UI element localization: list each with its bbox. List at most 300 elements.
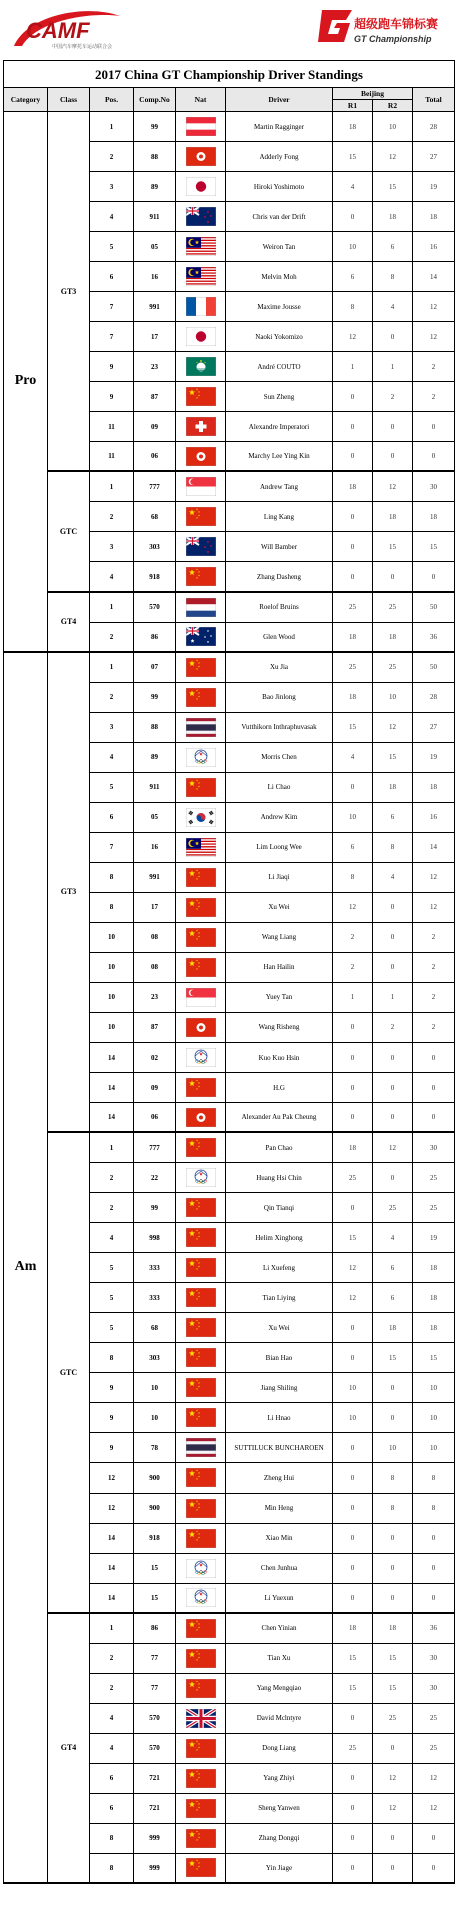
r1-points: 15 (333, 142, 373, 172)
total-points: 25 (413, 1734, 455, 1764)
pos-cell: 8 (90, 1343, 134, 1373)
driver-name: Wang Liang (226, 923, 333, 953)
r1-points: 18 (333, 1614, 373, 1644)
nat-cell (176, 983, 226, 1013)
comp-no-cell: 05 (134, 803, 176, 833)
comp-no-cell: 99 (134, 1193, 176, 1223)
camf-logo-text: CAMF (26, 18, 90, 43)
pos-cell: 2 (90, 623, 134, 653)
comp-no-cell: 08 (134, 953, 176, 983)
comp-no-cell: 87 (134, 382, 176, 412)
r2-points: 25 (373, 1193, 413, 1223)
nat-cell (176, 502, 226, 532)
category-label: Pro (3, 112, 48, 653)
r2-points: 12 (373, 142, 413, 172)
pos-cell: 6 (90, 1794, 134, 1824)
r2-points: 18 (373, 623, 413, 653)
r2-points: 15 (373, 743, 413, 773)
comp-no-cell: 99 (134, 112, 176, 142)
nat-cell (176, 623, 226, 653)
tpe-flag-icon (186, 1168, 216, 1187)
nat-cell (176, 1433, 226, 1463)
driver-name: H.G (226, 1073, 333, 1103)
newzealand-flag-icon (186, 207, 216, 226)
r1-points: 10 (333, 232, 373, 262)
driver-name: David Mclntyre (226, 1704, 333, 1734)
nat-cell (176, 863, 226, 893)
netherlands-flag-icon (186, 598, 216, 617)
r1-points: 0 (333, 1704, 373, 1734)
nat-cell (176, 1644, 226, 1674)
driver-name: Xu Wei (226, 893, 333, 923)
pos-cell: 11 (90, 412, 134, 442)
pos-cell: 2 (90, 1644, 134, 1674)
r2-points: 25 (373, 593, 413, 623)
r2-points: 4 (373, 863, 413, 893)
r1-points: 0 (333, 382, 373, 412)
r2-points: 25 (373, 653, 413, 683)
driver-name: Alexander Au Pak Cheung (226, 1103, 333, 1133)
driver-name: Chris van der Drift (226, 202, 333, 232)
r2-points: 0 (373, 1584, 413, 1614)
r1-points: 8 (333, 863, 373, 893)
total-points: 27 (413, 713, 455, 743)
comp-no-cell: 15 (134, 1584, 176, 1614)
pos-cell: 9 (90, 382, 134, 412)
tpe-flag-icon (186, 1559, 216, 1578)
driver-name: Helim Xinghong (226, 1223, 333, 1253)
comp-no-cell: 68 (134, 502, 176, 532)
hongkong-flag-icon (186, 147, 216, 166)
pos-cell: 12 (90, 1494, 134, 1524)
comp-no-cell: 17 (134, 893, 176, 923)
driver-name: Pan Chao (226, 1133, 333, 1163)
nat-cell (176, 653, 226, 683)
thailand-flag-icon (186, 718, 216, 737)
china-flag-icon (186, 387, 216, 406)
nat-cell (176, 1103, 226, 1133)
nat-cell (176, 1073, 226, 1103)
total-points: 0 (413, 1824, 455, 1854)
comp-no-cell: 22 (134, 1163, 176, 1193)
r2-points: 18 (373, 1614, 413, 1644)
total-points: 15 (413, 1343, 455, 1373)
total-points: 28 (413, 112, 455, 142)
nat-cell (176, 382, 226, 412)
r1-points: 25 (333, 1163, 373, 1193)
pos-cell: 14 (90, 1103, 134, 1133)
total-points: 0 (413, 1103, 455, 1133)
comp-no-cell: 999 (134, 1824, 176, 1854)
nat-cell (176, 1554, 226, 1584)
driver-name: Qin Tianqi (226, 1193, 333, 1223)
comp-no-cell: 09 (134, 412, 176, 442)
total-points: 15 (413, 532, 455, 562)
total-points: 30 (413, 1644, 455, 1674)
total-points: 12 (413, 893, 455, 923)
total-points: 27 (413, 142, 455, 172)
r1-points: 8 (333, 292, 373, 322)
header-r1: R1 (333, 100, 373, 112)
tpe-flag-icon (186, 748, 216, 767)
r1-points: 4 (333, 743, 373, 773)
nat-cell (176, 773, 226, 803)
r1-points: 15 (333, 1223, 373, 1253)
header-total: Total (413, 88, 455, 112)
driver-name: Andrew Kim (226, 803, 333, 833)
r1-points: 0 (333, 1043, 373, 1073)
comp-no-cell: 23 (134, 983, 176, 1013)
pos-cell: 6 (90, 1764, 134, 1794)
driver-name: Hiroki Yoshimoto (226, 172, 333, 202)
macau-flag-icon (186, 357, 216, 376)
pos-cell: 1 (90, 1614, 134, 1644)
nat-cell (176, 1794, 226, 1824)
pos-cell: 4 (90, 1223, 134, 1253)
nat-cell (176, 1734, 226, 1764)
pos-cell: 7 (90, 322, 134, 352)
r1-points: 6 (333, 262, 373, 292)
china-flag-icon (186, 1499, 216, 1518)
pos-cell: 9 (90, 1403, 134, 1433)
driver-name: Chen Junhua (226, 1554, 333, 1584)
total-points: 18 (413, 773, 455, 803)
total-points: 19 (413, 743, 455, 773)
driver-name: Bao Jinlong (226, 683, 333, 713)
comp-no-cell: 05 (134, 232, 176, 262)
r1-points: 0 (333, 1794, 373, 1824)
nat-cell (176, 1283, 226, 1313)
singapore-flag-icon (186, 988, 216, 1007)
driver-name: Jiang Shiling (226, 1373, 333, 1403)
china-flag-icon (186, 567, 216, 586)
total-points: 12 (413, 1764, 455, 1794)
r2-points: 0 (373, 923, 413, 953)
total-points: 12 (413, 322, 455, 352)
hongkong-flag-icon (186, 447, 216, 466)
pos-cell: 4 (90, 1734, 134, 1764)
gt-logo-cn: 超级跑车锦标赛 (354, 17, 439, 31)
total-points: 30 (413, 1133, 455, 1163)
driver-name: Zhang Dongqi (226, 1824, 333, 1854)
pos-cell: 4 (90, 202, 134, 232)
nat-cell (176, 1854, 226, 1884)
korea-flag-icon (186, 808, 216, 827)
uk-flag-icon (186, 1709, 216, 1728)
pos-cell: 11 (90, 442, 134, 472)
r1-points: 12 (333, 1253, 373, 1283)
r1-points: 0 (333, 1193, 373, 1223)
r2-points: 18 (373, 202, 413, 232)
nat-cell (176, 923, 226, 953)
r2-points: 4 (373, 1223, 413, 1253)
pos-cell: 2 (90, 1193, 134, 1223)
pos-cell: 3 (90, 713, 134, 743)
comp-no-cell: 991 (134, 292, 176, 322)
r1-points: 0 (333, 1854, 373, 1884)
total-points: 2 (413, 382, 455, 412)
driver-name: Bian Hao (226, 1343, 333, 1373)
r1-points: 18 (333, 112, 373, 142)
comp-no-cell: 999 (134, 1854, 176, 1884)
pos-cell: 2 (90, 1163, 134, 1193)
r1-points: 0 (333, 1764, 373, 1794)
r1-points: 0 (333, 1013, 373, 1043)
singapore-flag-icon (186, 477, 216, 496)
page-header (0, 0, 458, 58)
class-label: GT3 (48, 112, 90, 472)
driver-name: Tian Xu (226, 1644, 333, 1674)
nat-cell (176, 412, 226, 442)
driver-name: SUTTILUCK BUNCHAROEN (226, 1433, 333, 1463)
nat-cell (176, 442, 226, 472)
total-points: 19 (413, 1223, 455, 1253)
total-points: 2 (413, 1013, 455, 1043)
driver-name: Adderly Fong (226, 142, 333, 172)
china-flag-icon (186, 1348, 216, 1367)
nat-cell (176, 1674, 226, 1704)
r2-points: 6 (373, 803, 413, 833)
comp-no-cell: 68 (134, 1313, 176, 1343)
pos-cell: 1 (90, 653, 134, 683)
header-r2: R2 (373, 100, 413, 112)
r1-points: 2 (333, 953, 373, 983)
nat-cell (176, 1463, 226, 1493)
header-pos: Pos. (90, 88, 134, 112)
nat-cell (176, 893, 226, 923)
nat-cell (176, 1494, 226, 1524)
r1-points: 1 (333, 983, 373, 1013)
pos-cell: 2 (90, 683, 134, 713)
nat-cell (176, 1824, 226, 1854)
pos-cell: 10 (90, 923, 134, 953)
pos-cell: 14 (90, 1043, 134, 1073)
pos-cell: 10 (90, 953, 134, 983)
comp-no-cell: 16 (134, 262, 176, 292)
china-flag-icon (186, 1679, 216, 1698)
r1-points: 0 (333, 1824, 373, 1854)
pos-cell: 6 (90, 262, 134, 292)
driver-name: Zhang Dasheng (226, 562, 333, 592)
total-points: 2 (413, 983, 455, 1013)
comp-no-cell: 87 (134, 1013, 176, 1043)
comp-no-cell: 570 (134, 593, 176, 623)
total-points: 0 (413, 412, 455, 442)
pos-cell: 8 (90, 1824, 134, 1854)
class-label: GT4 (48, 593, 90, 653)
pos-cell: 10 (90, 1013, 134, 1043)
driver-name: Vutthikorn Inthraphuvasak (226, 713, 333, 743)
pos-cell: 14 (90, 1524, 134, 1554)
nat-cell (176, 322, 226, 352)
driver-name: Ling Kang (226, 502, 333, 532)
r1-points: 2 (333, 923, 373, 953)
china-flag-icon (186, 1739, 216, 1758)
r1-points: 0 (333, 1524, 373, 1554)
nat-cell (176, 112, 226, 142)
r1-points: 0 (333, 562, 373, 592)
r2-points: 0 (373, 1854, 413, 1884)
r1-points: 15 (333, 1644, 373, 1674)
pos-cell: 9 (90, 1373, 134, 1403)
nat-cell (176, 292, 226, 322)
pos-cell: 9 (90, 352, 134, 382)
total-points: 18 (413, 1283, 455, 1313)
china-flag-icon (186, 658, 216, 677)
comp-no-cell: 900 (134, 1463, 176, 1493)
comp-no-cell: 77 (134, 1644, 176, 1674)
r1-points: 10 (333, 803, 373, 833)
driver-name: Zheng Hui (226, 1463, 333, 1493)
pos-cell: 14 (90, 1584, 134, 1614)
driver-name: Li Xuefeng (226, 1253, 333, 1283)
comp-no-cell: 900 (134, 1494, 176, 1524)
total-points: 18 (413, 1313, 455, 1343)
pos-cell: 7 (90, 833, 134, 863)
total-points: 25 (413, 1704, 455, 1734)
driver-name: Han Hailin (226, 953, 333, 983)
pos-cell: 4 (90, 562, 134, 592)
switzerland-flag-icon (186, 417, 216, 436)
r2-points: 18 (373, 502, 413, 532)
r2-points: 15 (373, 1343, 413, 1373)
pos-cell: 2 (90, 142, 134, 172)
r2-points: 6 (373, 1283, 413, 1313)
nat-cell (176, 1764, 226, 1794)
r1-points: 1 (333, 352, 373, 382)
pos-cell: 3 (90, 532, 134, 562)
header-driver: Driver (226, 88, 333, 112)
comp-no-cell: 99 (134, 683, 176, 713)
pos-cell: 10 (90, 983, 134, 1013)
r1-points: 0 (333, 1554, 373, 1584)
comp-no-cell: 07 (134, 653, 176, 683)
total-points: 30 (413, 472, 455, 502)
camf-logo (8, 6, 126, 52)
pos-cell: 4 (90, 743, 134, 773)
driver-name: Min Heng (226, 1494, 333, 1524)
nat-cell (176, 593, 226, 623)
comp-no-cell: 998 (134, 1223, 176, 1253)
pos-cell: 1 (90, 593, 134, 623)
total-points: 16 (413, 803, 455, 833)
pos-cell: 1 (90, 112, 134, 142)
comp-no-cell: 303 (134, 1343, 176, 1373)
r1-points: 0 (333, 202, 373, 232)
pos-cell: 5 (90, 1313, 134, 1343)
r2-points: 12 (373, 713, 413, 743)
driver-name: Huang Hsi Chin (226, 1163, 333, 1193)
comp-no-cell: 16 (134, 833, 176, 863)
r2-points: 6 (373, 232, 413, 262)
nat-cell (176, 803, 226, 833)
china-flag-icon (186, 1288, 216, 1307)
nat-cell (176, 1704, 226, 1734)
header-round: Beijing (333, 88, 413, 100)
comp-no-cell: 23 (134, 352, 176, 382)
comp-no-cell: 10 (134, 1403, 176, 1433)
pos-cell: 8 (90, 893, 134, 923)
r1-points: 25 (333, 1734, 373, 1764)
r2-points: 12 (373, 1764, 413, 1794)
driver-name: Li Yuexun (226, 1584, 333, 1614)
total-points: 18 (413, 1253, 455, 1283)
r2-points: 0 (373, 1554, 413, 1584)
nat-cell (176, 262, 226, 292)
r1-points: 18 (333, 1133, 373, 1163)
nat-cell (176, 1313, 226, 1343)
total-points: 19 (413, 172, 455, 202)
nat-cell (176, 202, 226, 232)
pos-cell: 7 (90, 292, 134, 322)
r1-points: 18 (333, 623, 373, 653)
r2-points: 4 (373, 292, 413, 322)
driver-name: Maxime Jousse (226, 292, 333, 322)
r1-points: 12 (333, 1283, 373, 1313)
driver-name: Morris Chen (226, 743, 333, 773)
nat-cell (176, 1013, 226, 1043)
comp-no-cell: 303 (134, 532, 176, 562)
r2-points: 0 (373, 442, 413, 472)
nat-cell (176, 1253, 226, 1283)
comp-no-cell: 88 (134, 713, 176, 743)
comp-no-cell: 09 (134, 1073, 176, 1103)
r2-points: 15 (373, 532, 413, 562)
total-points: 12 (413, 1794, 455, 1824)
driver-name: Yang Mengqiao (226, 1674, 333, 1704)
china-flag-icon (186, 1468, 216, 1487)
comp-no-cell: 10 (134, 1373, 176, 1403)
comp-no-cell: 911 (134, 202, 176, 232)
driver-name: Li Jiaqi (226, 863, 333, 893)
pos-cell: 6 (90, 803, 134, 833)
hongkong-flag-icon (186, 1108, 216, 1127)
r1-points: 0 (333, 773, 373, 803)
r1-points: 12 (333, 322, 373, 352)
header-comp-no: Comp.No (134, 88, 176, 112)
china-flag-icon (186, 1858, 216, 1877)
comp-no-cell: 77 (134, 1674, 176, 1704)
driver-name: Melvin Moh (226, 262, 333, 292)
comp-no-cell: 333 (134, 1253, 176, 1283)
china-flag-icon (186, 958, 216, 977)
total-points: 36 (413, 1614, 455, 1644)
nat-cell (176, 1163, 226, 1193)
china-flag-icon (186, 928, 216, 947)
comp-no-cell: 86 (134, 1614, 176, 1644)
nat-cell (176, 953, 226, 983)
r2-points: 15 (373, 1644, 413, 1674)
total-points: 0 (413, 562, 455, 592)
comp-no-cell: 918 (134, 562, 176, 592)
r1-points: 18 (333, 472, 373, 502)
total-points: 2 (413, 352, 455, 382)
pos-cell: 1 (90, 472, 134, 502)
driver-name: Sheng Yanwen (226, 1794, 333, 1824)
china-flag-icon (186, 1228, 216, 1247)
driver-name: Will Bamber (226, 532, 333, 562)
france-flag-icon (186, 297, 216, 316)
driver-name: Wang Risheng (226, 1013, 333, 1043)
china-flag-icon (186, 1078, 216, 1097)
china-flag-icon (186, 898, 216, 917)
tpe-flag-icon (186, 1048, 216, 1067)
camf-logo-subtext: 中国汽车摩托车运动联合会 (52, 44, 113, 50)
driver-name: Weiron Tan (226, 232, 333, 262)
class-label: GTC (48, 472, 90, 592)
r1-points: 10 (333, 1373, 373, 1403)
r2-points: 1 (373, 983, 413, 1013)
